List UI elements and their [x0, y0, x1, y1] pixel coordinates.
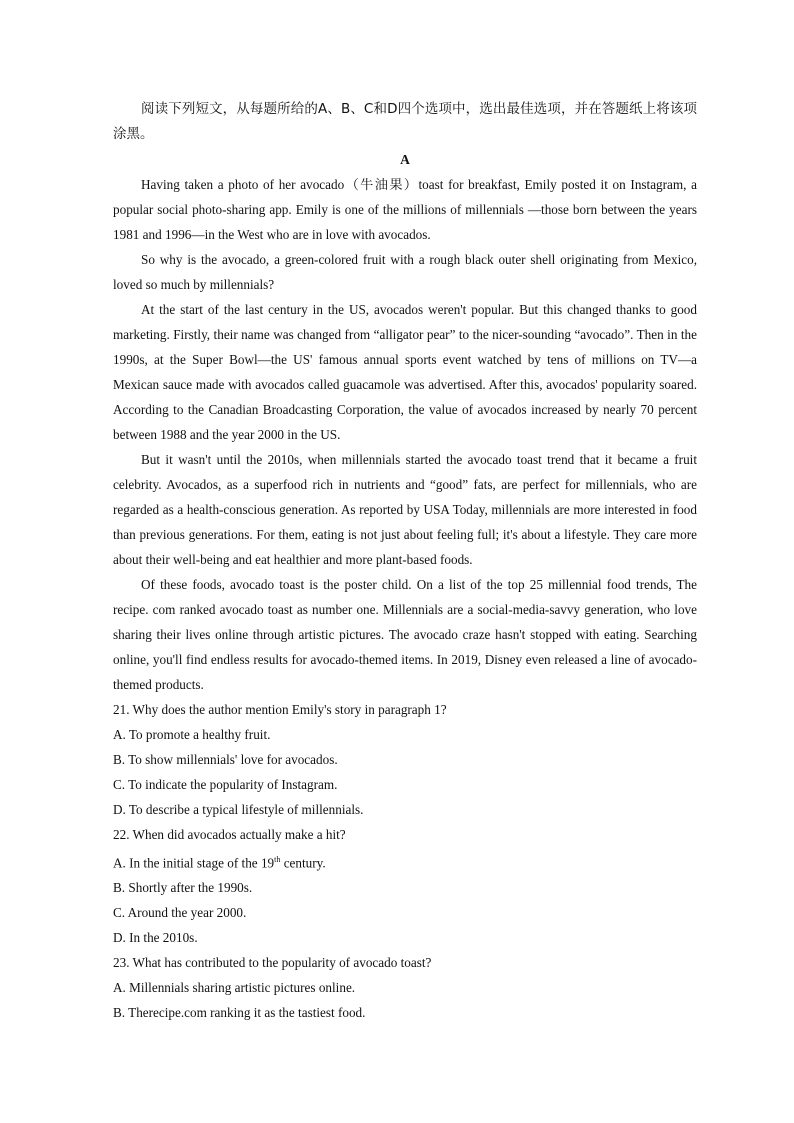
question-23 [113, 950, 697, 1025]
option-a[interactable]: A. To promote a healthy fruit. [113, 727, 271, 742]
paragraph-1: Having taken a photo of her avocado（牛油果）toast for breakfast, Emily posted it on Instagram, a popular social photo-sharing app. Emily is one of the millions of millennials —those born between the years 1981 and 1996—in the West who are in love with avocados. [113, 177, 697, 242]
option-b[interactable]: B. To show millennials' love for avocados. [113, 752, 338, 767]
instruction-text: 阅读下列短文，从每题所给的A、B、C和D四个选项中，选出最佳选项，并在答题纸上将该项涂黑。 [113, 101, 697, 142]
option-c[interactable]: C. To indicate the popularity of Instagram. [113, 777, 338, 792]
option-a[interactable] [113, 847, 697, 875]
question-22 [113, 822, 697, 950]
option-b[interactable]: B. Shortly after the 1990s. [113, 880, 253, 896]
option-d[interactable]: D. In the 2010s. [113, 930, 198, 946]
question-stem: 21. Why does the author mention Emily's story in paragraph 1? [113, 702, 447, 717]
paragraph-2: So why is the avocado, a green-colored fruit with a rough black outer shell originating from Mexico, loved so much by millennials? [113, 252, 697, 292]
option-c[interactable]: C. Around the year 2000. [113, 905, 247, 921]
question-stem: 22. When did avocados actually make a hit? [113, 827, 346, 842]
paragraph-3: At the start of the last century in the US, avocados weren't popular. But this changed thanks to good marketing. Firstly, their name was changed from “alligator pear” to the nicer-sounding “avocado”. Then in the 1990s, at the Super Bowl—the US' famous annual sports event watched by tens of millions on TV—a Mexican sauce made with avocados called guacamole was advertised. After this, avocados' popularity soared. According to the Canadian Broadcasting Corporation, the value of avocados increased by nearly 70 percent between 1988 and the year 2000 in the US. [113, 302, 697, 442]
option-b[interactable]: B. Therecipe.com ranking it as the tastiest food. [113, 1005, 366, 1021]
paragraph-5: Of these foods, avocado toast is the poster child. On a list of the top 25 millennial food trends, The recipe. com ranked avocado toast as number one. Millennials are a social-media-savvy generation, who love sharing their lives online through artistic pictures. The avocado craze hasn't stopped with eating. Searching online, you'll find endless results for avocado-themed items. In 2019, Disney even released a line of avocado-themed products. [113, 577, 697, 692]
question-stem: 23. What has contributed to the popularity of avocado toast? [113, 955, 432, 971]
option-a-tail: century. [280, 855, 326, 871]
document-page [113, 97, 697, 1025]
option-a[interactable]: A. Millennials sharing artistic pictures online. [113, 980, 356, 996]
option-d[interactable]: D. To describe a typical lifestyle of millennials. [113, 802, 364, 817]
section-title: A [400, 152, 410, 167]
option-a-text: A. In the initial stage of the 19 [113, 855, 275, 871]
question-21 [113, 697, 697, 822]
paragraph-4: But it wasn't until the 2010s, when millennials started the avocado toast trend that it became a fruit celebrity. Avocados, as a superfood rich in nutrients and “good” fats, are perfect for millennials, who are regarded as a health-conscious generation. As reported by USA Today, millennials are more interested in food than previous generations. For them, eating is not just about feeling full; it's about a lifestyle. They care more about their well-being and eat healthier and more plant-based foods. [113, 452, 697, 567]
ordinal-suffix: th [274, 855, 281, 864]
